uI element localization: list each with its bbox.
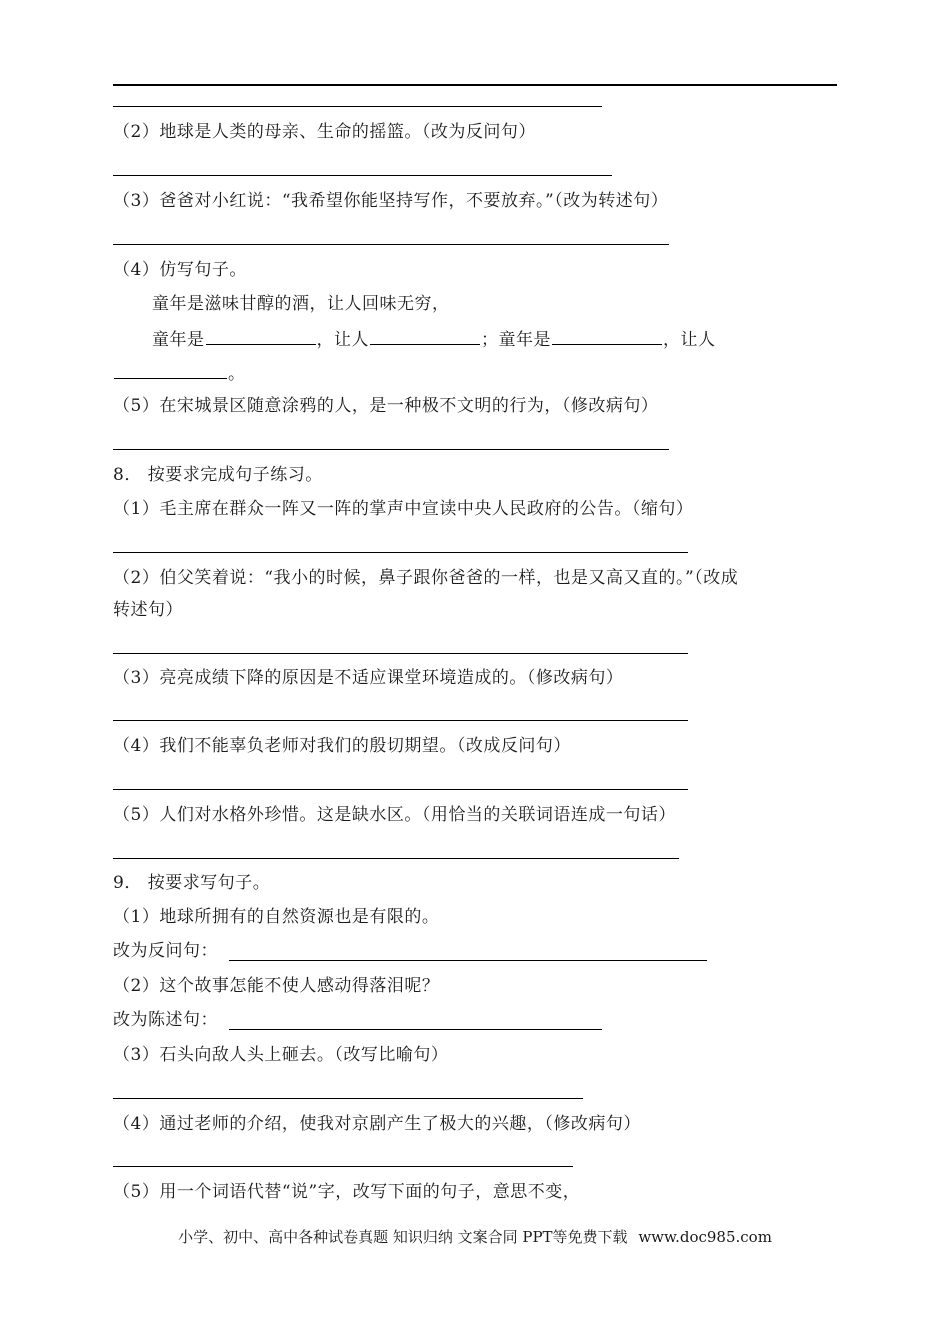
header-rule (113, 84, 837, 86)
answer-line (113, 449, 669, 450)
q9-item-2-prompt: 改为陈述句： (113, 1010, 218, 1030)
q7-item-4-template (152, 327, 716, 351)
answer-line (113, 653, 688, 654)
q8-item-2-cont: 转述句） (113, 600, 183, 620)
q7-item-3: （3）爸爸对小红说：“我希望你能坚持写作，不要放弃。”（改为转述句） (113, 191, 669, 211)
fill-blank[interactable] (114, 361, 227, 379)
answer-line (113, 720, 688, 721)
answer-line (113, 789, 688, 790)
q8-title: 8． 按要求完成句子练习。 (113, 465, 323, 485)
fill-blank[interactable] (552, 327, 662, 345)
template-text: ，让人 (316, 330, 369, 350)
answer-line (113, 106, 602, 107)
q8-item-4: （4）我们不能辜负老师对我们的殷切期望。（改成反问句） (113, 736, 571, 756)
answer-line (113, 175, 612, 176)
answer-line (113, 244, 669, 245)
fill-blank[interactable] (370, 327, 480, 345)
footer-text: 小学、初中、高中各种试卷真题 知识归纳 文案合同 PPT等免费下载 (178, 1228, 628, 1246)
template-text: 。 (228, 364, 246, 384)
page-footer (0, 1227, 950, 1247)
q9-title: 9． 按要求写句子。 (113, 873, 271, 893)
q9-item-1-prompt: 改为反问句： (113, 941, 218, 961)
q8-item-2: （2）伯父笑着说：“我小的时候，鼻子跟你爸爸的一样，也是又高又直的。”（改成 (113, 568, 739, 588)
answer-line (229, 960, 707, 961)
footer-site: www.doc985.com (638, 1228, 772, 1246)
template-text: 童年是 (152, 330, 205, 350)
q8-item-3: （3）亮亮成绩下降的原因是不适应课堂环境造成的。（修改病句） (113, 668, 624, 688)
q7-item-4-template-end (113, 361, 246, 385)
template-text: ；童年是 (481, 330, 551, 350)
q9-item-1: （1）地球所拥有的自然资源也是有限的。 (113, 907, 440, 927)
q9-item-3: （3）石头向敌人头上砸去。（改写比喻句） (113, 1045, 449, 1065)
answer-line (113, 552, 688, 553)
answer-line (113, 1098, 583, 1099)
q7-item-5: （5）在宋城景区随意涂鸦的人，是一种极不文明的行为，（修改病句） (113, 396, 659, 416)
q9-item-5: （5）用一个词语代替“说”字，改写下面的句子，意思不变， (113, 1182, 581, 1202)
fill-blank[interactable] (206, 327, 316, 345)
answer-line (113, 1166, 573, 1167)
q7-item-4: （4）仿写句子。 (113, 260, 247, 280)
template-text: ，让人 (663, 330, 716, 350)
answer-line (113, 858, 679, 859)
q8-item-1: （1）毛主席在群众一阵又一阵的掌声中宣读中央人民政府的公告。（缩句） (113, 499, 694, 519)
q7-item-4-example: 童年是滋味甘醇的酒，让人回味无穷， (152, 294, 450, 314)
q9-item-2: （2）这个故事怎能不使人感动得落泪呢？ (113, 976, 440, 996)
answer-line (229, 1029, 602, 1030)
q8-item-5: （5）人们对水格外珍惜。这是缺水区。（用恰当的关联词语连成一句话） (113, 805, 676, 825)
q7-item-2: （2）地球是人类的母亲、生命的摇篮。（改为反问句） (113, 122, 536, 142)
q9-item-4: （4）通过老师的介绍，使我对京剧产生了极大的兴趣，（修改病句） (113, 1114, 641, 1134)
